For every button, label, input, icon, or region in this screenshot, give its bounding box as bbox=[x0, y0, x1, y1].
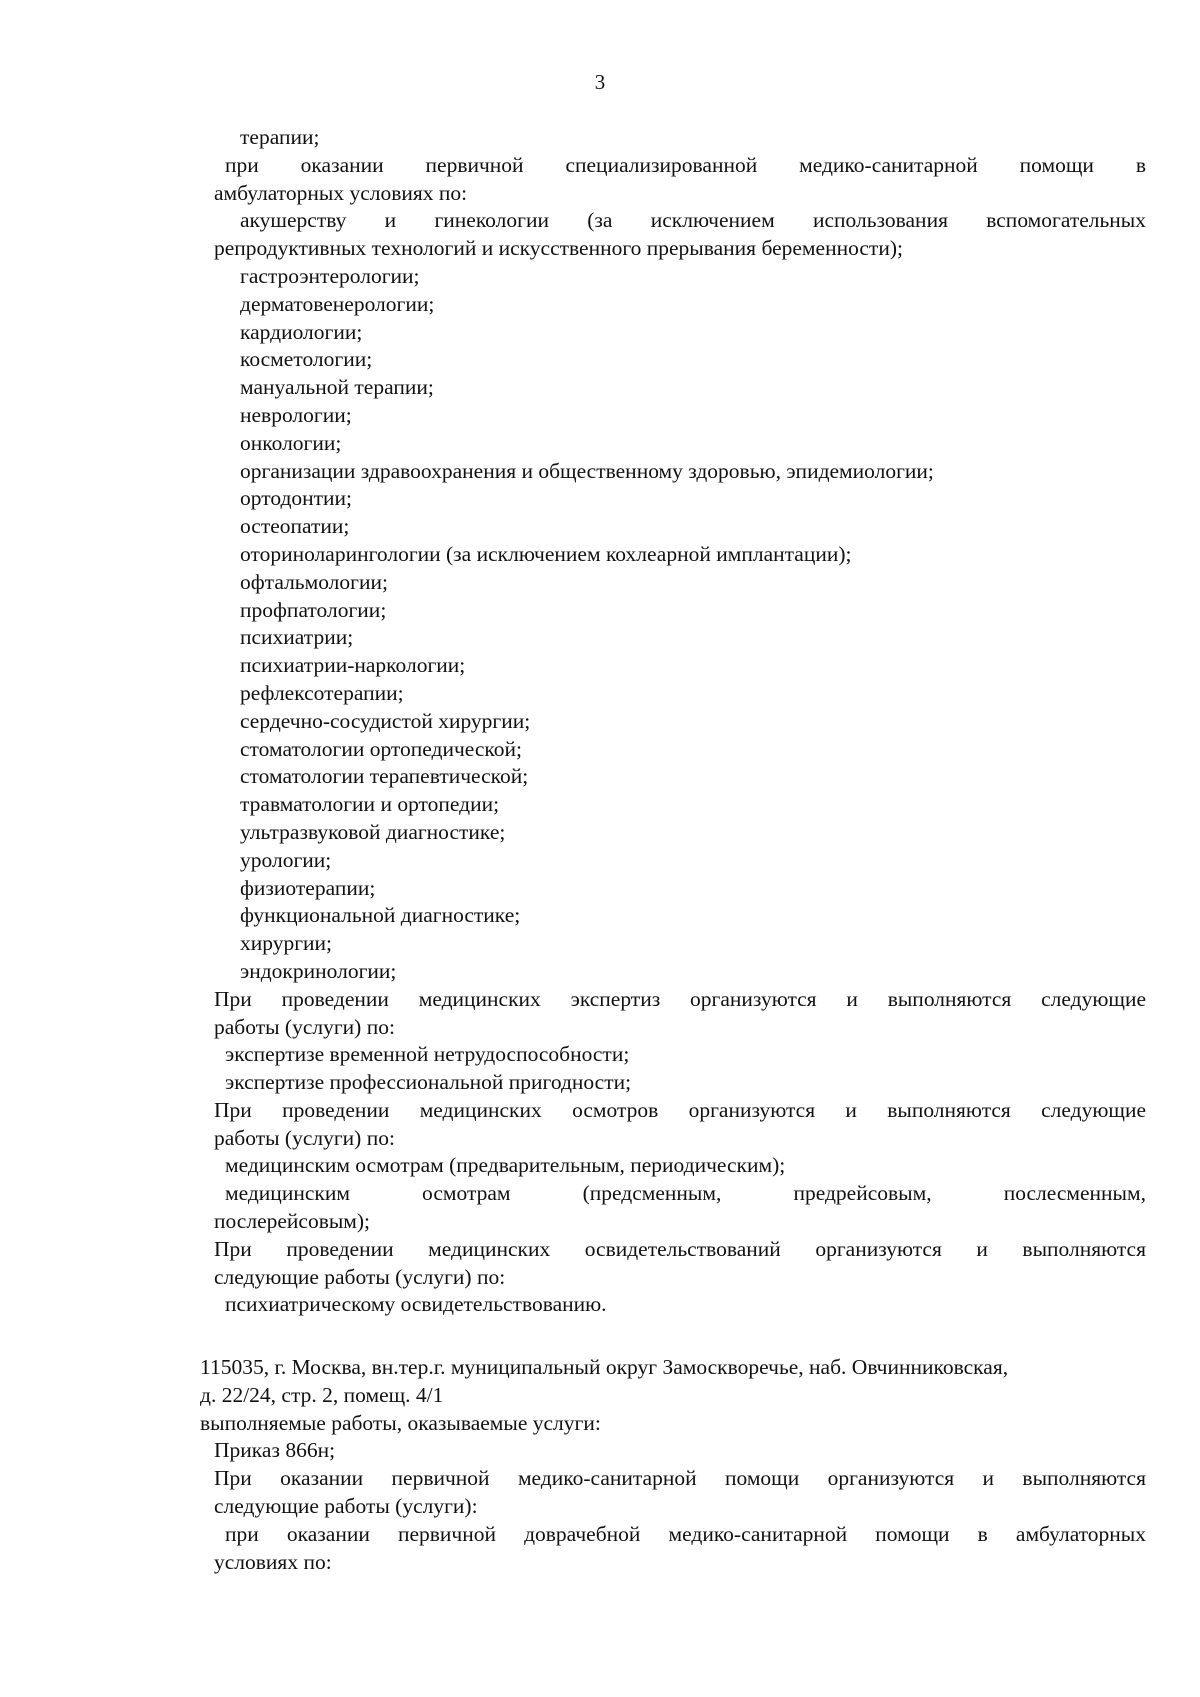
text-line: неврологии; bbox=[240, 402, 352, 427]
text-line: 115035, г. Москва, вн.тер.г. муниципальный округ Замоскворечье, наб. Овчинниковская, bbox=[200, 1355, 1009, 1379]
text-line: онкологии; bbox=[240, 430, 342, 455]
address-section bbox=[200, 1354, 1146, 1576]
text-line: стоматологии ортопедической; bbox=[240, 736, 523, 761]
text-line: условиях по: bbox=[214, 1549, 332, 1574]
page-number: 3 bbox=[594, 70, 606, 94]
text-line: ультразвуковой диагностике; bbox=[240, 819, 506, 844]
text-line: гастроэнтерологии; bbox=[240, 263, 420, 288]
text-line: травматологии и ортопедии; bbox=[240, 792, 500, 817]
text-line: урологии; bbox=[240, 847, 332, 872]
text-line: выполняемые работы, оказываемые услуги: bbox=[200, 1410, 601, 1435]
text-line: следующие работы (услуги): bbox=[214, 1493, 478, 1518]
text-line: психиатрическому освидетельствованию. bbox=[225, 1292, 607, 1317]
text-line: работы (услуги) по: bbox=[214, 1014, 395, 1039]
text-line: офтальмологии; bbox=[240, 569, 388, 594]
text-line: кардиологии; bbox=[240, 319, 363, 344]
text-line: При проведении медицинских освидетельствований организуются и выполняются bbox=[214, 1236, 1146, 1261]
text-line: репродуктивных технологий и искусственного прерывания беременности); bbox=[214, 236, 903, 261]
text-line: физиотерапии; bbox=[240, 875, 376, 900]
activity-list bbox=[214, 124, 1146, 1319]
text-line: психиатрии-наркологии; bbox=[240, 653, 466, 678]
text-line: при оказании первичной доврачебной медико-санитарной помощи в амбулаторных bbox=[225, 1521, 1146, 1546]
text-line: акушерству и гинекологии (за исключением использования вспомогательных bbox=[240, 208, 1146, 233]
text-line: медицинским осмотрам (предсменным, предрейсовым, послесменным, bbox=[225, 1181, 1146, 1206]
text-line: экспертизе временной нетрудоспособности; bbox=[225, 1042, 630, 1067]
text-line: мануальной терапии; bbox=[240, 375, 434, 400]
text-line: хирургии; bbox=[240, 931, 333, 956]
text-line: оториноларингологии (за исключением кохлеарной имплантации); bbox=[240, 541, 852, 566]
text-line: рефлексотерапии; bbox=[240, 680, 404, 705]
text-line: стоматологии терапевтической; bbox=[240, 764, 529, 789]
text-line: дерматовенерологии; bbox=[240, 291, 435, 316]
text-line: медицинским осмотрам (предварительным, периодическим); bbox=[225, 1153, 786, 1178]
text-line: ортодонтии; bbox=[240, 486, 353, 511]
text-line: функциональной диагностике; bbox=[240, 903, 521, 928]
text-line: косметологии; bbox=[240, 347, 373, 372]
text-line: работы (услуги) по: bbox=[214, 1125, 395, 1150]
text-line: сердечно-сосудистой хирургии; bbox=[240, 708, 531, 733]
text-line: Приказ 866н; bbox=[214, 1438, 336, 1463]
text-line: амбулаторных условиях по: bbox=[214, 180, 468, 205]
text-line: При оказании первичной медико-санитарной помощи организуются и выполняются bbox=[214, 1466, 1146, 1491]
text-line: остеопатии; bbox=[240, 514, 350, 539]
text-line: психиатрии; bbox=[240, 625, 354, 650]
text-line: При проведении медицинских осмотров организуются и выполняются следующие bbox=[214, 1097, 1146, 1122]
text-line: экспертизе профессиональной пригодности; bbox=[225, 1070, 632, 1095]
text-line: организации здравоохранения и общественному здоровью, эпидемиологии; bbox=[240, 458, 934, 483]
text-line: послерейсовым); bbox=[214, 1209, 371, 1234]
text-line: при оказании первичной специализированной медико-санитарной помощи в bbox=[225, 152, 1146, 177]
text-line: При проведении медицинских экспертиз организуются и выполняются следующие bbox=[214, 986, 1146, 1011]
text-line: эндокринологии; bbox=[240, 958, 397, 983]
text-line: д. 22/24, стр. 2, помещ. 4/1 bbox=[200, 1382, 444, 1407]
text-line: следующие работы (услуги) по: bbox=[214, 1264, 506, 1289]
text-line: терапии; bbox=[240, 125, 320, 149]
text-line: профпатологии; bbox=[240, 597, 387, 622]
